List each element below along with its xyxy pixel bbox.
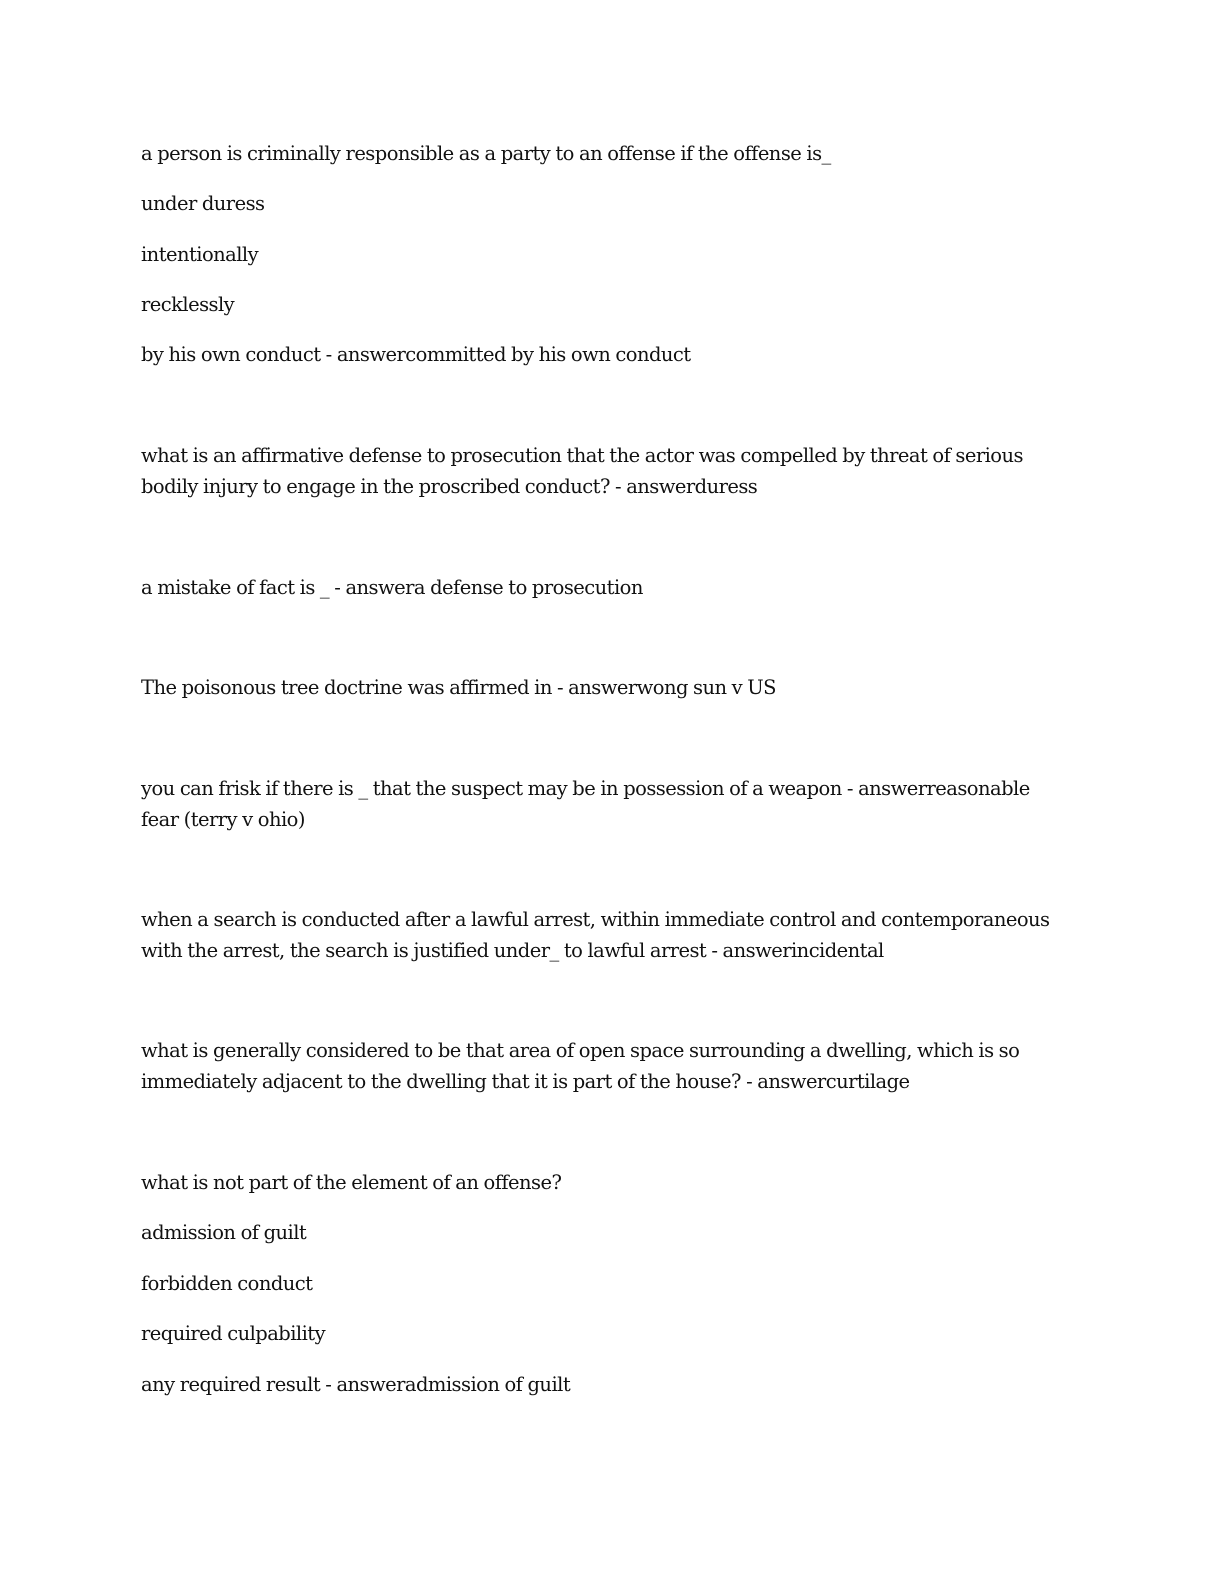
- question-8-text: what is not part of the element of an offense?: [141, 1171, 562, 1194]
- question-3-text: a mistake of fact is _ - answera defense to prosecution: [141, 576, 643, 599]
- question-1-text: a person is criminally responsible as a party to an offense if the offense is_: [141, 142, 831, 165]
- question-5-text-line-2: fear (terry v ohio): [141, 808, 305, 831]
- question-6-text-line-1: when a search is conducted after a lawful arrest, within immediate control and contemporaneous: [141, 908, 1050, 931]
- question-7-text-line-1: what is generally considered to be that area of open space surrounding a dwelling, which is so: [141, 1039, 1020, 1062]
- question-2-text-line-1: what is an affirmative defense to prosecution that the actor was compelled by threat of serious: [141, 444, 1023, 467]
- question-1-answer: by his own conduct - answercommitted by his own conduct: [141, 343, 691, 366]
- question-5-text-line-1: you can frisk if there is _ that the suspect may be in possession of a weapon - answerreasonable: [141, 777, 1030, 800]
- question-4-text: The poisonous tree doctrine was affirmed in - answerwong sun v US: [141, 676, 776, 699]
- question-8-answer: any required result - answeradmission of guilt: [141, 1373, 571, 1396]
- question-8-option-3: required culpability: [141, 1322, 326, 1345]
- question-1-option-1: under duress: [141, 192, 265, 215]
- question-8-option-2: forbidden conduct: [141, 1272, 313, 1295]
- question-6-text-line-2: with the arrest, the search is justified under_ to lawful arrest - answerincidental: [141, 939, 884, 962]
- question-8-option-1: admission of guilt: [141, 1221, 307, 1244]
- question-2-text-line-2: bodily injury to engage in the proscribed conduct? - answerduress: [141, 475, 758, 498]
- question-1-option-3: recklessly: [141, 293, 235, 316]
- question-1-option-2: intentionally: [141, 243, 259, 266]
- question-7-text-line-2: immediately adjacent to the dwelling that it is part of the house? - answercurtilage: [141, 1070, 910, 1093]
